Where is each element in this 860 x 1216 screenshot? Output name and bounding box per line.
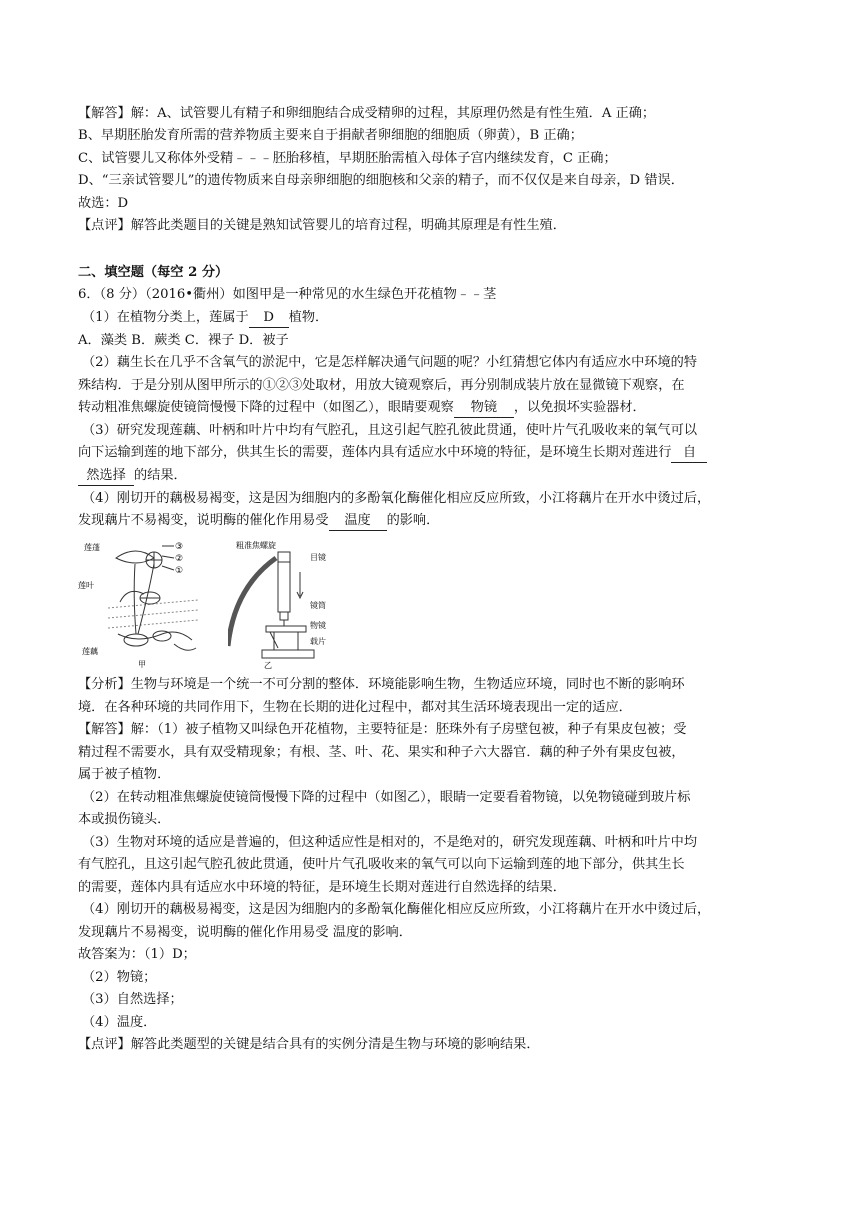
answer-line-d: D、“三亲试管婴儿”的遗传物质来自母亲卵细胞的细胞核和父亲的精子，而不仅仅是来自母亲，D 错误． (78, 173, 684, 188)
question-stem: 6．（8 分）（2016•衢州）如图甲是一种常见的水生绿色开花植物﹣﹣茎 (78, 287, 497, 302)
analysis-line-1: 【分析】生物与环境是一个统一不可分割的整体．环境能影响生物，生物适应环境，同时也不断的影响环 (78, 677, 685, 692)
solution-line-8: 的需要，莲体内具有适应水中环境的特征，是环境生长期对莲进行自然选择的结果． (78, 880, 566, 895)
choice-line: 故选：D (78, 196, 129, 211)
answer-line-b: B、早期胚胎发育所需的营养物质主要来自于捐献者卵细胞的细胞质（卵黄），B 正确； (78, 128, 583, 143)
question-part-4-line-1: （4）刚切开的藕极易褐变，这是因为细胞内的多酚氧化酶催化相应反应所致，小江将藕片在开水中烫过后， (82, 491, 711, 506)
question-part-1 (82, 307, 328, 329)
fig-jia-label-lianye: 莲叶 (78, 581, 94, 590)
fig-jia-label-3: ③ (175, 542, 184, 552)
fig-jia-label-2: ② (175, 554, 184, 564)
analysis-line-2: 境．在各种环境的共同作用下，生物在长期的进化过程中，都对其生活环境表现出一定的适应． (78, 700, 632, 715)
fig-yi-label-slide: 载片 (310, 637, 326, 646)
part3-answer-blank-b: 然选择 (78, 466, 134, 486)
part4-answer-blank: 温度 (329, 511, 387, 531)
part2-suffix: ，以免损坏实验器材． (513, 400, 646, 415)
part3-prefix: 向下运输到莲的地下部分，供其生长的需要，莲体内具有适应水中环境的特征，是环境生长期对莲进行 (78, 445, 672, 460)
solution-line-2: 精过程不需要水，具有双受精现象；有根、茎、叶、花、果实和种子六大器官．藕的种子外有果皮包被， (78, 745, 685, 760)
figure-yi-microscope (228, 536, 348, 671)
final-answer-3: （3）自然选择； (82, 992, 183, 1007)
part1-suffix: 植物． (288, 310, 329, 325)
comment-line: 【点评】解答此类题目的关键是熟知试管婴儿的培育过程，明确其原理是有性生殖． (78, 218, 566, 233)
part4-prefix: 发现藕片不易褐变，说明酶的催化作用易受 (78, 513, 329, 528)
solution-line-9: （4）刚切开的藕极易褐变，这是因为细胞内的多酚氧化酶催化相应反应所致，小江将藕片在开水中烫过后， (82, 902, 711, 917)
fig-yi-label-yi: 乙 (264, 661, 272, 670)
final-answer-4: （4）温度． (82, 1015, 157, 1030)
fig-yi-label-objective: 物镜 (310, 621, 326, 630)
options-line: A．藻类 B．蕨类 C．裸子 D．被子 (78, 333, 289, 348)
part3-answer-blank-a: 自 (671, 443, 707, 463)
question-part-3-line-3 (78, 465, 187, 487)
part3-suffix: 的结果． (134, 468, 187, 483)
question-part-2-line-3 (78, 397, 646, 419)
fig-yi-label-eyepiece: 目镜 (310, 553, 326, 562)
question-part-4-line-2 (78, 510, 439, 532)
part1-prefix: （1）在植物分类上，莲属于 (82, 310, 249, 325)
part4-suffix: 的影响． (386, 513, 440, 528)
answer-line-c: C、试管婴儿又称体外受精﹣﹣﹣胚胎移植，早期胚胎需植入母体子宫内继续发育，C 正确； (78, 151, 617, 166)
figure-jia-lotus (78, 536, 203, 671)
part2-answer-blank: 物镜 (454, 398, 514, 418)
answer-line-a: 【解答】解：A、试管婴儿有精子和卵细胞结合成受精卵的过程，其原理仍然是有性生殖．A 正确； (78, 106, 656, 121)
part2-prefix: 转动粗准焦螺旋使镜筒慢慢下降的过程中（如图乙），眼睛要观察 (78, 400, 454, 415)
question-part-2-line-1: （2）藕生长在几乎不含氧气的淤泥中，它是怎样解决通气问题的呢？小红猜想它体内有适应水中环境的特 (82, 355, 698, 370)
final-answer-1: 故答案为：（1）D； (78, 947, 196, 962)
part1-answer-blank: D (249, 308, 289, 328)
question-part-2-line-2: 殊结构．于是分别从图甲所示的①②③处取材，用放大镜观察后，再分别制成装片放在显微镜下观察，在 (78, 378, 685, 393)
solution-line-6: （3）生物对环境的适应是普遍的，但这种适应性是相对的，不是绝对的，研究发现莲藕、叶柄和叶片中均 (82, 835, 698, 850)
solution-line-3: 属于被子植物． (78, 767, 171, 782)
section-heading: 二、填空题（每空 2 分） (78, 265, 229, 280)
fig-jia-label-lianpeng: 莲蓬 (84, 543, 100, 552)
final-comment: 【点评】解答此类题型的关键是结合具有的实例分清是生物与环境的影响结果． (78, 1037, 540, 1052)
solution-line-10: 发现藕片不易褐变，说明酶的催化作用易受 温度的影响． (78, 925, 412, 940)
fig-yi-label-coarse-knob: 粗准焦螺旋 (236, 541, 276, 550)
solution-line-7: 有气腔孔，且这引起气腔孔彼此贯通，使叶片气孔吸收来的氧气可以向下运输到莲的地下部分，供其生长 (78, 857, 685, 872)
question-part-3-line-2 (78, 442, 707, 464)
final-answer-2: （2）物镜； (82, 970, 157, 985)
question-part-3-line-1: （3）研究发现莲藕、叶柄和叶片中均有气腔孔，且这引起气腔孔彼此贯通，使叶片气孔吸收来的氧气可以 (82, 423, 698, 438)
solution-line-5: 本或损伤镜头． (78, 812, 171, 827)
solution-line-1: 【解答】解：（1）被子植物又叫绿色开花植物，主要特征是：胚珠外有子房壁包被，种子有果皮包被；受 (78, 722, 687, 737)
solution-line-4: （2）在转动粗准焦螺旋使镜筒慢慢下降的过程中（如图乙），眼睛一定要看着物镜，以免物镜碰到玻片标 (82, 790, 691, 805)
fig-jia-label-jia: 甲 (138, 660, 146, 669)
fig-yi-label-tube: 镜筒 (310, 601, 326, 610)
fig-jia-label-lianou: 莲藕 (82, 647, 98, 656)
fig-jia-label-1: ① (175, 566, 184, 576)
